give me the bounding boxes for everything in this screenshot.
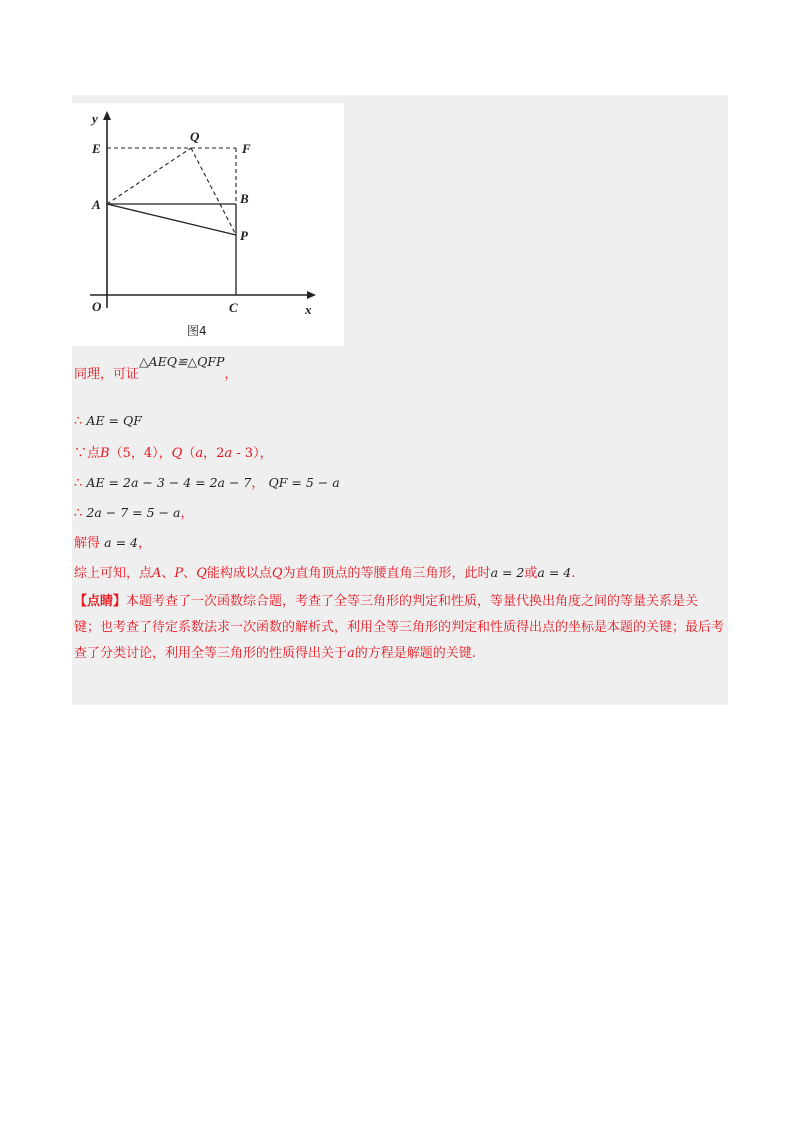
comment-text-2: 的方程是解题的关键. xyxy=(354,646,476,661)
text-2: ，2 xyxy=(203,446,225,461)
math-equation: 2a − 7 = 5 − a xyxy=(86,505,181,520)
line-congruence xyxy=(74,354,238,382)
line-points xyxy=(74,442,273,461)
math-a2: a = 2 xyxy=(490,565,525,580)
text-jiede: 解得 xyxy=(74,536,101,551)
figure-caption: 图4 xyxy=(187,324,207,338)
segment-AQ xyxy=(107,148,191,204)
therefore-symbol: ∴ xyxy=(74,414,83,429)
var-A: A xyxy=(152,566,162,581)
text-tongli: 同理，可证 xyxy=(74,367,140,382)
label-A: A xyxy=(92,197,101,212)
comment-paragraph xyxy=(74,589,724,667)
label-F: F xyxy=(242,141,251,156)
math-ae: AE = 2a − 3 − 4 = 2a − 7 xyxy=(86,475,252,490)
label-O: O xyxy=(92,299,102,314)
line-conclusion xyxy=(74,562,575,581)
punct: . xyxy=(571,566,576,581)
text-coords-b: （5，4）， xyxy=(109,446,172,461)
text-conclusion-2: 能构成以点 xyxy=(206,566,272,581)
var-Q: Q xyxy=(171,446,183,461)
therefore-symbol: ∴ xyxy=(74,506,83,521)
geometry-figure xyxy=(72,103,344,346)
math-ae-qf: AE = QF xyxy=(86,413,142,428)
math-a4-final: a = 4 xyxy=(537,565,572,580)
line-equation xyxy=(74,502,193,521)
y-axis-arrow xyxy=(103,111,111,120)
line-solve xyxy=(74,532,151,551)
punct: ， xyxy=(224,367,238,382)
x-axis-arrow xyxy=(307,291,316,299)
text-conclusion-1: 综上可知，点 xyxy=(74,566,153,581)
var-Q: Q xyxy=(196,566,207,581)
text-dian: 点 xyxy=(87,446,101,461)
segment-QP xyxy=(191,148,236,235)
punct: 、 xyxy=(161,566,175,581)
text-minus3: - 3）， xyxy=(232,446,273,461)
label-E: E xyxy=(92,141,101,156)
text-or: 或 xyxy=(524,566,538,581)
segment-AP xyxy=(107,204,236,235)
math-qf: QF = 5 − a xyxy=(268,475,340,490)
punct: ， xyxy=(180,506,194,521)
label-C: C xyxy=(229,300,238,315)
label-Q: Q xyxy=(190,129,200,144)
math-congruence: △AEQ≌△QFP xyxy=(139,354,225,369)
comment-text-1: 本题考查了一次函数综合题，考查了全等三角形的判定和性质，等量代换出角度之间的等量关系是关键；也考查了待定系数法求一次函数的解析式，利用全等三角形的判定和性质得出点的坐标是本题的关键；最后考查了分类讨论，利用全等三角形的性质得出关于 xyxy=(74,594,725,661)
var-a: a xyxy=(347,646,355,661)
var-a2: a xyxy=(224,446,233,461)
therefore-symbol: ∴ xyxy=(74,476,83,491)
line-ae-qf-values xyxy=(74,472,340,491)
coordinate-diagram xyxy=(72,103,344,346)
label-P: P xyxy=(240,228,248,243)
math-a4: a = 4 xyxy=(104,535,138,550)
text-conclusion-3: 为直角顶点的等腰直角三角形，此时 xyxy=(282,566,491,581)
label-B: B xyxy=(240,191,249,206)
var-B: B xyxy=(100,446,110,461)
line-ae-eq-qf xyxy=(74,413,142,429)
comment-tag: 【点睛】 xyxy=(74,594,127,609)
label-x: x xyxy=(305,302,312,317)
var-a: a xyxy=(195,446,204,461)
punct: 、 xyxy=(183,566,197,581)
var-P: P xyxy=(174,566,184,581)
because-symbol: ∵ xyxy=(74,446,88,461)
punct: ， xyxy=(137,536,151,551)
punct: ， xyxy=(251,476,265,491)
var-Q2: Q xyxy=(271,566,283,581)
paren: （ xyxy=(182,446,196,461)
label-y: y xyxy=(92,111,98,126)
